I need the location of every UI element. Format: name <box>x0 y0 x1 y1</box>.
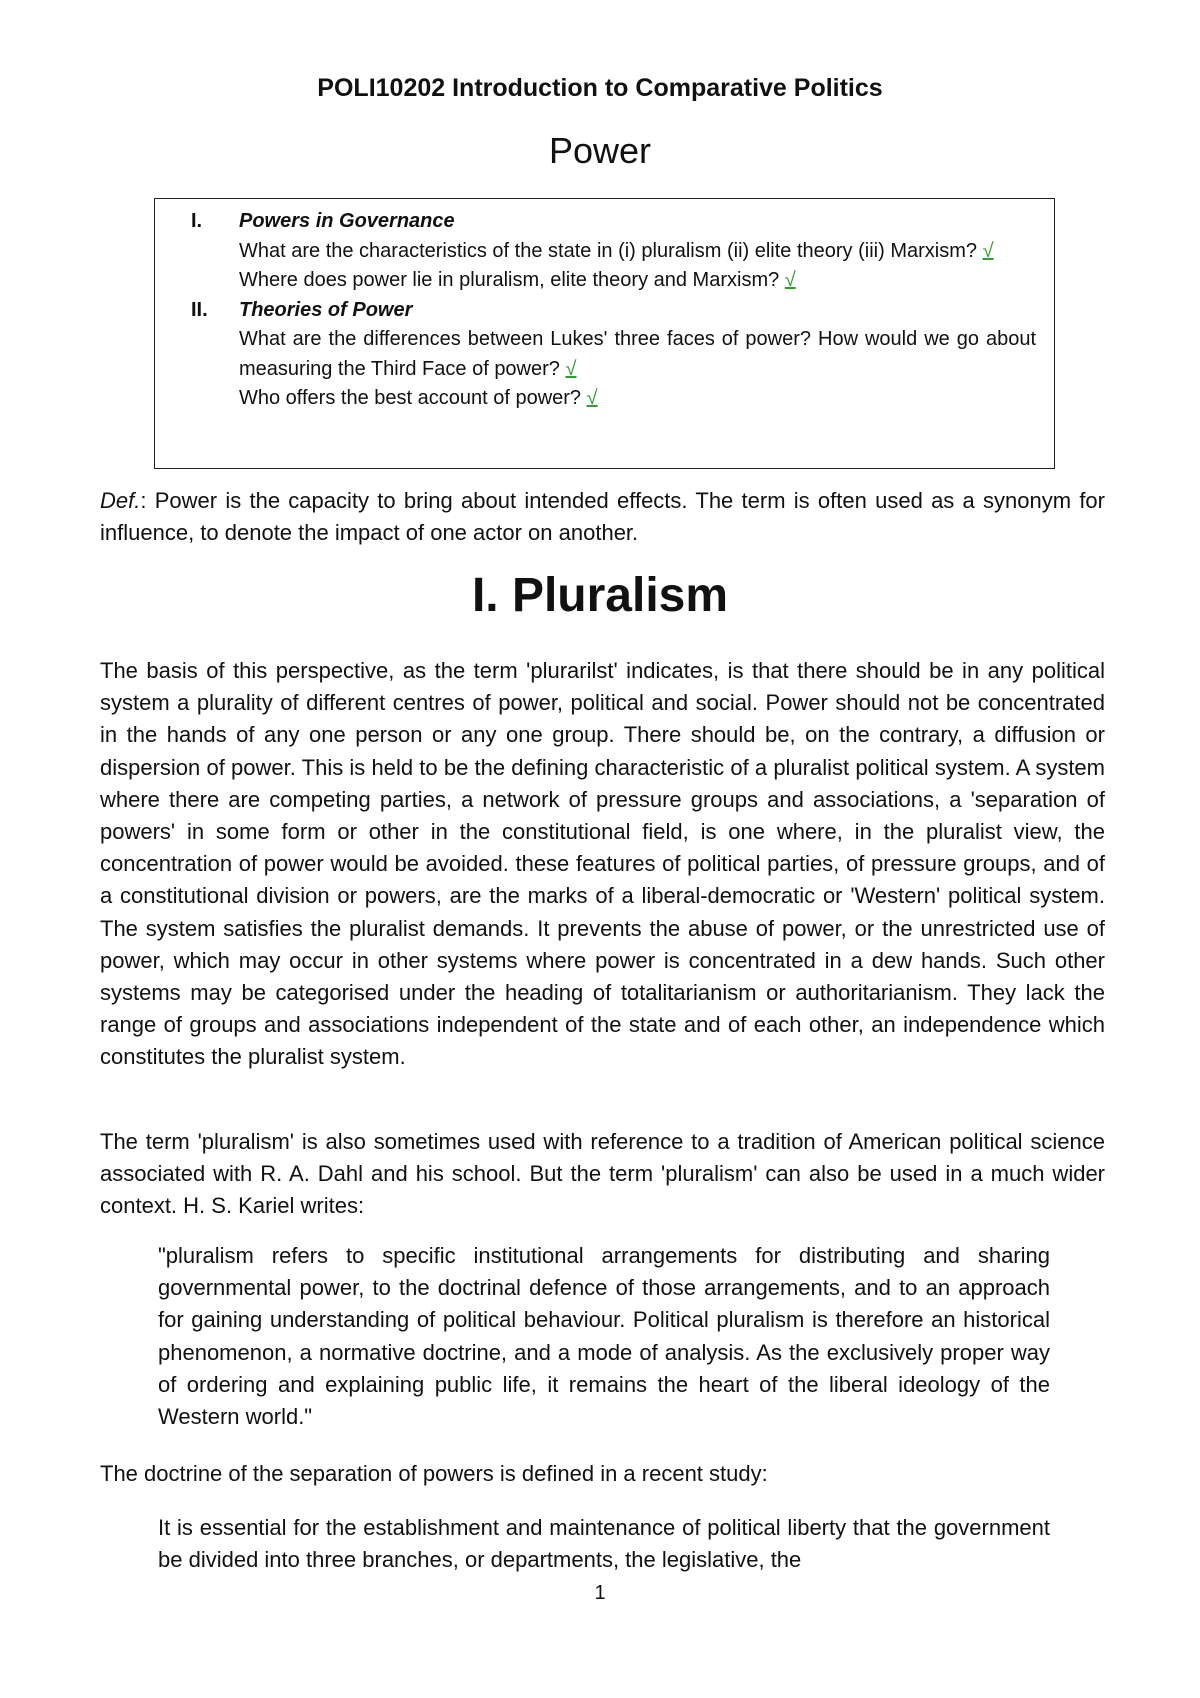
body-paragraph: The doctrine of the separation of powers is defined in a recent study: <box>100 1461 768 1486</box>
block-quote: "pluralism refers to specific institutional arrangements for distributing and sharing governmental power, to the doctrinal defence of those arrangements, and to an approach for gaining understanding of political behaviour. Political pluralism is therefore an historical phenomenon, a normative doctrine, and a mode of analysis. As the exclusively proper way of ordering and explaining public life, it remains the heart of the liberal ideology of the Western world." <box>158 1243 1050 1430</box>
course-title: POLI10202 Introduction to Comparative Politics <box>317 74 883 102</box>
outline-section <box>155 207 1054 296</box>
page-number: 1 <box>594 1582 606 1604</box>
section-heading: Theories of Power <box>239 298 413 321</box>
page-title: Power <box>548 130 652 171</box>
outline-question <box>239 384 1036 414</box>
outline-question <box>239 266 1036 296</box>
section-numeral: I. <box>191 210 203 232</box>
check-icon: √ <box>784 269 796 291</box>
definition <box>100 485 1105 549</box>
outline-question <box>239 325 1036 384</box>
body-paragraph: The basis of this perspective, as the term 'plurarilst' indicates, is that there should be in any political system a plurality of different centres of power, political and social. Power should not be concentrated in the hands of any one person or any one group. There should be, on the contrary, a diffusion or dispersion of power. This is held to be the defining characteristic of a pluralist political system. A system where there are competing parties, a network of pressure groups and associations, a 'separation of powers' in some form or other in the constitutional field, is one where, in the pluralist view, the concentration of power would be avoided. these features of political parties, of pressure groups, and of a constitutional division or powers, are the marks of a liberal-democratic or 'Western' political system. The system satisfies the pluralist demands. It prevents the abuse of power, or the unrestricted use of power, which may occur in other systems where power is concentrated in a dew hands. Such other systems may be categorised under the heading of totalitarianism or authoritarianism. They lack the range of groups and associations independent of the state and of each other, an independence which constitutes the pluralist system. <box>100 658 1105 1070</box>
outline-question <box>239 237 1036 267</box>
question-text: Who offers the best account of power? <box>239 387 582 409</box>
definition-label: Def. <box>100 488 141 513</box>
section-numeral: II. <box>191 298 208 321</box>
question-text: Where does power lie in pluralism, elite theory and Marxism? <box>239 269 780 291</box>
question-text: What are the characteristics of the state in (i) pluralism (ii) elite theory (iii) Marxism? <box>239 239 977 262</box>
check-icon: √ <box>586 387 598 409</box>
outline-section <box>155 296 1054 414</box>
section-heading: Powers in Governance <box>239 210 455 232</box>
section-heading-pluralism: I. Pluralism <box>471 569 729 622</box>
outline-box <box>154 198 1055 469</box>
definition-text: : Power is the capacity to bring about intended effects. The term is often used as a synonym for influence, to denote the impact of one actor on another. <box>100 488 1105 545</box>
body-paragraph: The term 'pluralism' is also sometimes used with reference to a tradition of American political science associated with R. A. Dahl and his school. But the term 'pluralism' can also be used in a much wider context. H. S. Kariel writes: <box>100 1129 1105 1219</box>
block-quote: It is essential for the establishment and maintenance of political liberty that the government be divided into three branches, or departments, the legislative, the <box>158 1515 1050 1573</box>
check-icon: √ <box>982 239 994 262</box>
question-text: What are the differences between Lukes' three faces of power? How would we go about measuring the Third Face of power? <box>239 328 1036 380</box>
check-icon: √ <box>565 357 577 380</box>
